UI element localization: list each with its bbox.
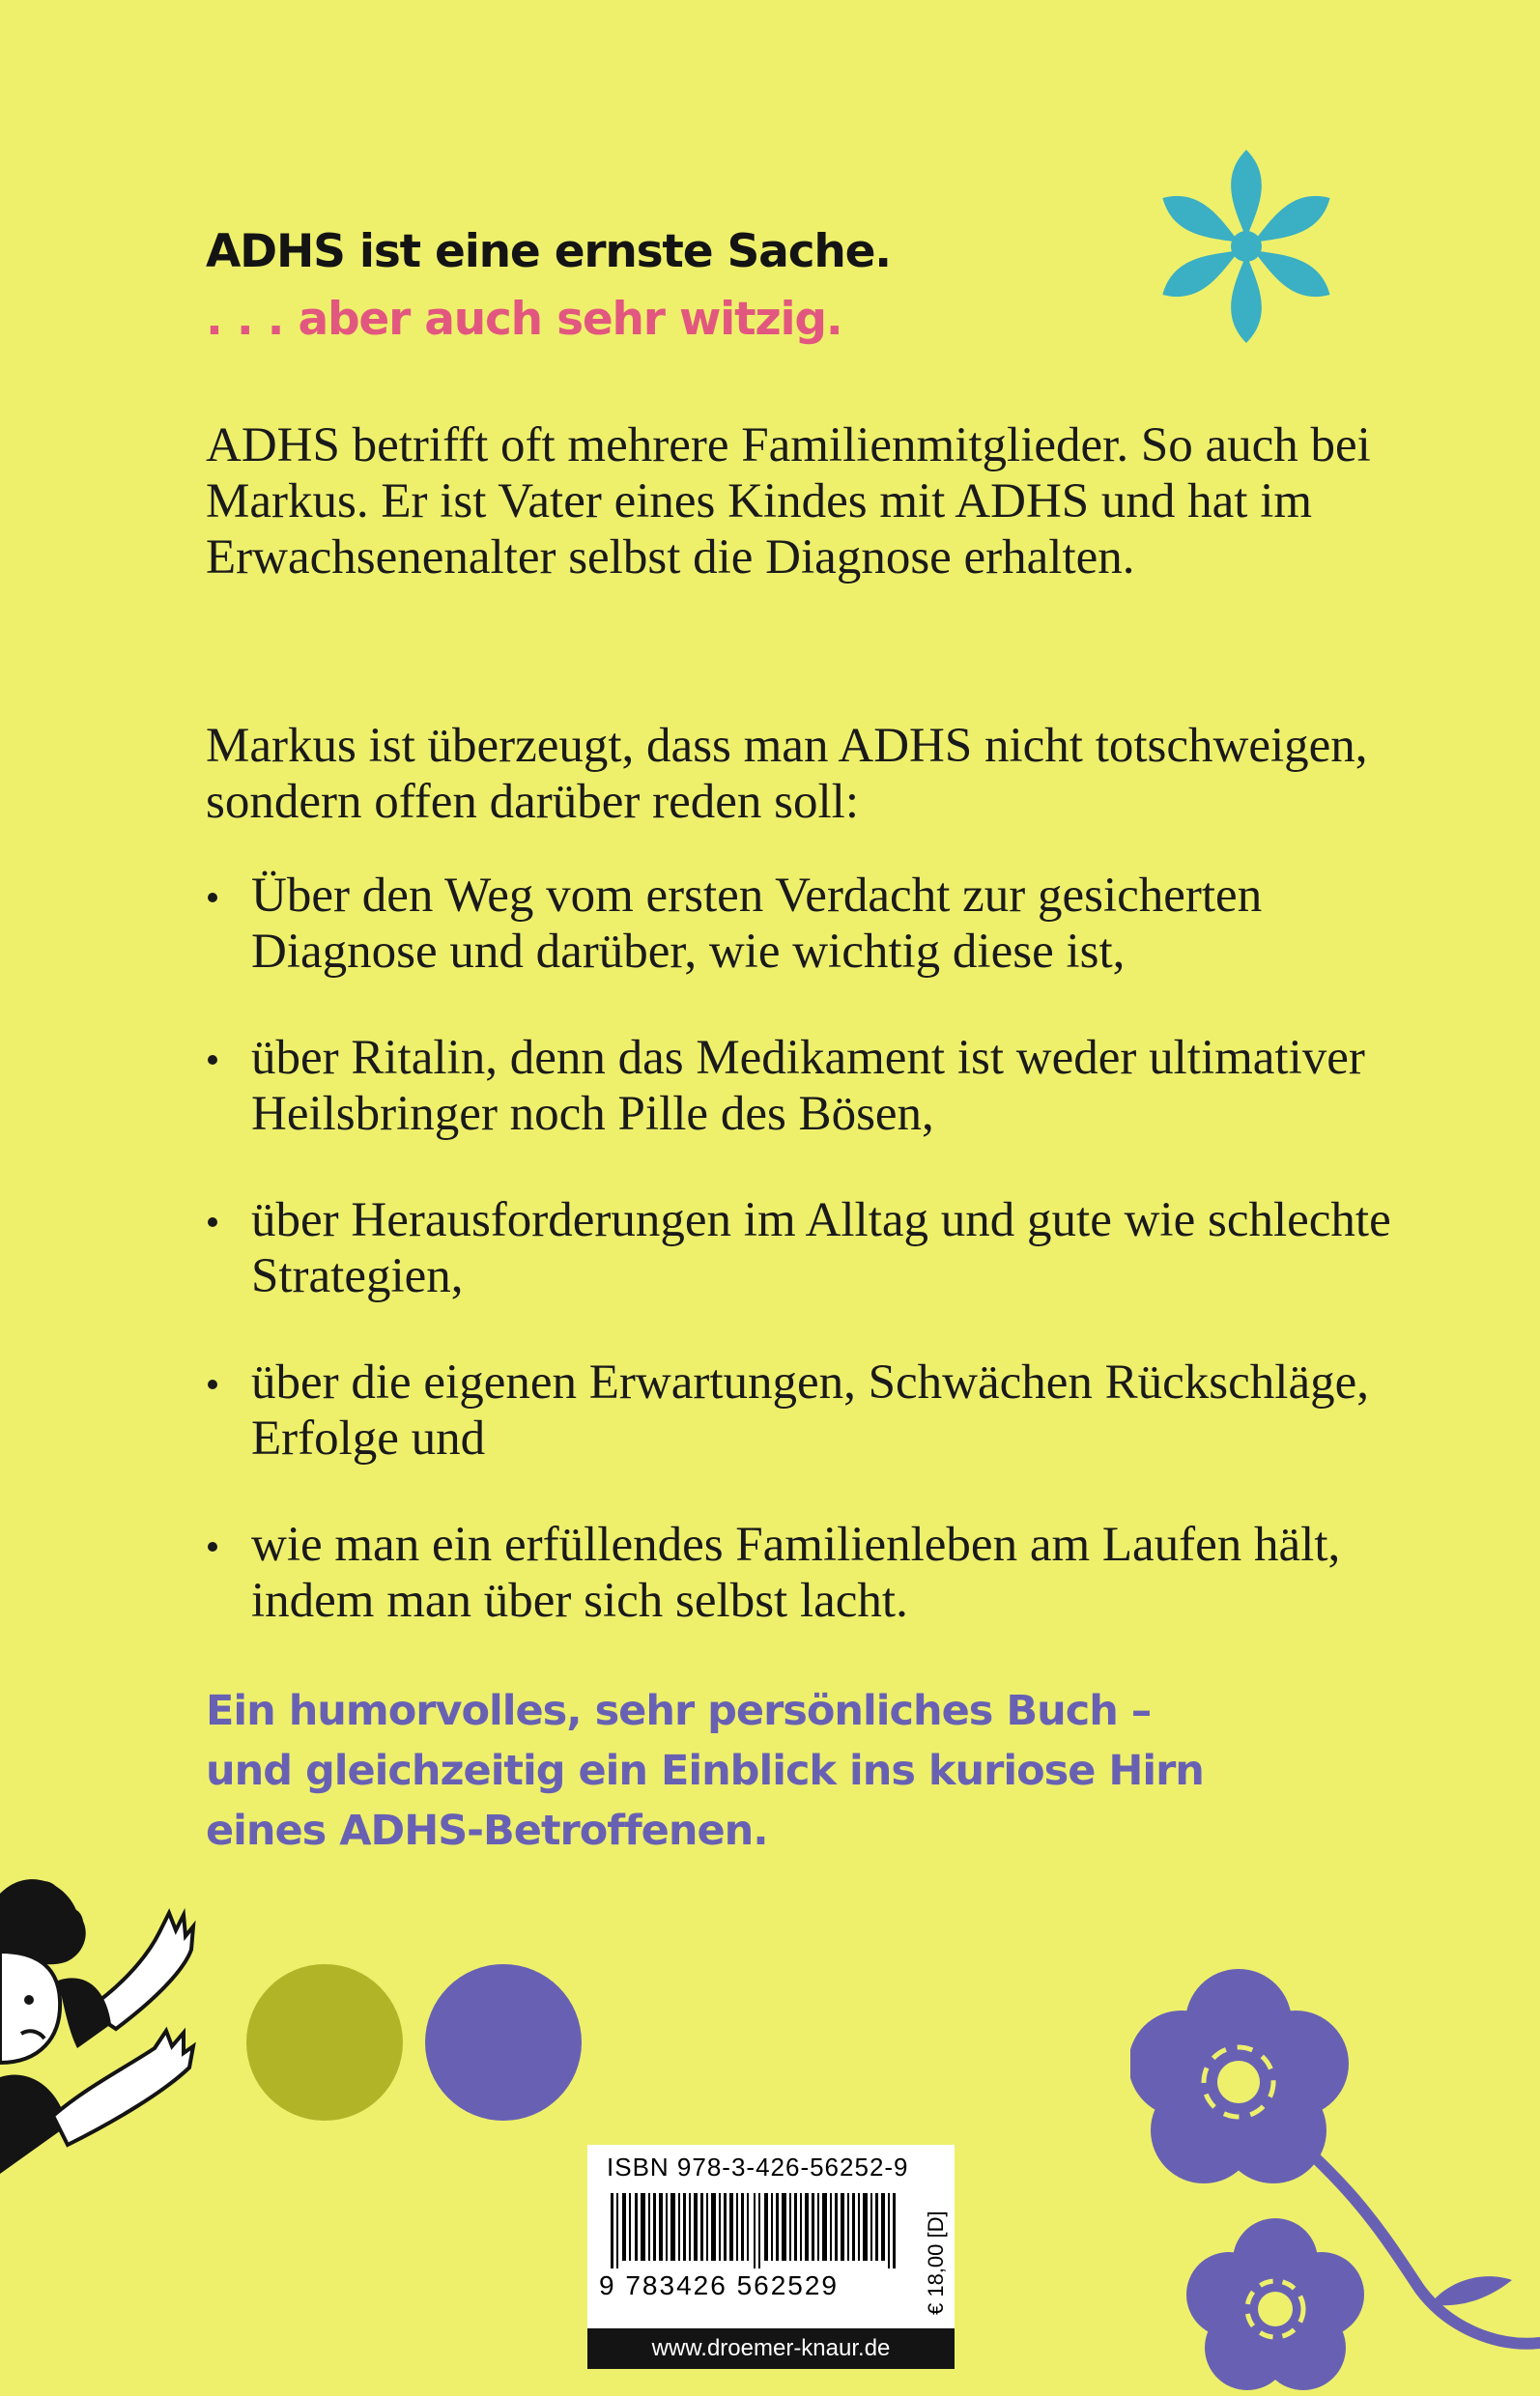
bullet-icon bbox=[208, 1380, 217, 1389]
intro-paragraph-text: ADHS betrifft oft mehrere Familienmitglieder. So auch bei Markus. Er ist Vater eines Kindes mit ADHS und hat im Erwachsenenalter selbst die Diagnose erhalten. bbox=[206, 418, 1371, 585]
closing-line-3: eines ADHS-Betroffenen. bbox=[206, 1807, 768, 1855]
closing-statement bbox=[206, 1681, 1413, 1861]
headline-line-2: . . . aber auch sehr witzig. bbox=[206, 293, 842, 346]
bullet-icon bbox=[208, 893, 217, 902]
price-label: € 18,00 [D] bbox=[924, 2211, 948, 2315]
barcode-digits: 9 783426 562529 bbox=[599, 2270, 839, 2300]
teal-flower-icon bbox=[1145, 145, 1348, 348]
bullet-icon bbox=[208, 1542, 217, 1552]
isbn-barcode-box bbox=[587, 2145, 955, 2328]
purple-circle-decoration bbox=[425, 1964, 582, 2121]
waving-person-illustration-icon bbox=[0, 1855, 222, 2174]
purple-flowers-icon bbox=[1130, 1961, 1540, 2396]
isbn-label: ISBN 978-3-426-56252-9 bbox=[607, 2153, 909, 2182]
list-item: Über den Weg vom ersten Verdacht zur gesicherten Diagnose und darüber, wie wichtig diese ist, bbox=[206, 868, 1394, 980]
list-item: über die eigenen Erwartungen, Schwächen Rückschläge, Erfolge und bbox=[206, 1355, 1394, 1467]
barcode-icon bbox=[611, 2193, 910, 2268]
list-item: wie man ein erfüllendes Familienleben am Laufen hält, indem man über sich selbst lacht. bbox=[206, 1517, 1394, 1629]
list-item: über Herausforderungen im Alltag und gute wie schlechte Strategien, bbox=[206, 1192, 1394, 1304]
olive-circle-decoration bbox=[246, 1964, 403, 2121]
list-item: über Ritalin, denn das Medikament ist weder ultimativer Heilsbringer noch Pille des Bösen, bbox=[206, 1030, 1394, 1142]
intro-paragraph-2-text: Markus ist überzeugt, dass man ADHS nicht totschweigen, sondern offen darüber reden soll: bbox=[206, 719, 1368, 829]
bullet-icon bbox=[208, 1055, 217, 1065]
bullet-icon bbox=[208, 1217, 217, 1227]
intro-paragraph-2 bbox=[206, 718, 1394, 830]
intro-paragraph bbox=[206, 417, 1394, 585]
topic-list bbox=[206, 868, 1394, 1679]
publisher-url: www.droemer-knaur.de bbox=[587, 2328, 955, 2369]
headline-line-1: ADHS ist eine ernste Sache. bbox=[206, 225, 891, 278]
closing-line-2: und gleichzeitig ein Einblick ins kuriose Hirn bbox=[206, 1747, 1204, 1795]
closing-line-1: Ein humorvolles, sehr persönliches Buch – bbox=[206, 1687, 1152, 1735]
